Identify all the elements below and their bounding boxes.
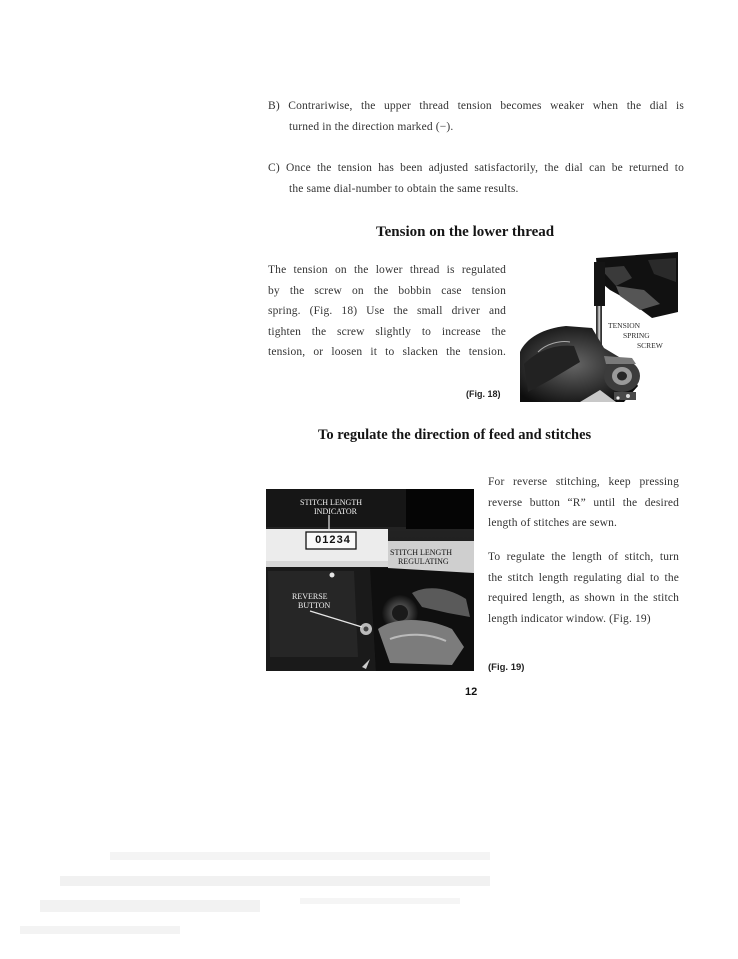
fig-19-caption: (Fig. 19) [488, 662, 525, 673]
lower-thread-line-4: tighten the screw slightly to increase the [268, 325, 506, 338]
section-heading-lower-thread: Tension on the lower thread [376, 224, 555, 240]
fig-19-label-regulator-1: STITCH LENGTH [390, 548, 452, 557]
item-b-line-2: turned in the direction marked (−). [289, 120, 454, 133]
fig-19-label-regulator-2: REGULATING [398, 557, 449, 566]
reverse-stitching-line-3: length of stitches are sewn. [488, 517, 618, 529]
stitch-length-line-1: To regulate the length of stitch, turn [488, 551, 679, 563]
lower-thread-paragraph [268, 260, 506, 363]
fig-19-label-indicator-2: INDICATOR [314, 507, 357, 516]
lower-thread-line-5: tension, or loosen it to slacken the tension. [268, 346, 506, 358]
reverse-stitching-line-1: For reverse stitching, keep pressing [488, 476, 679, 488]
item-c [268, 158, 684, 199]
fig-18-label-spring: SPRING [623, 331, 650, 340]
lower-thread-line-1: The tension on the lower thread is regulated [268, 264, 506, 276]
section-heading-feed-direction: To regulate the direction of feed and stitches [318, 427, 592, 443]
stitch-length-paragraph [488, 547, 679, 629]
item-c-line-1: C) Once the tension has been adjusted satisfactorily, the dial can be returned to [268, 162, 684, 174]
item-b-line-1: B) Contrariwise, the upper thread tension becomes weaker when the dial is [268, 100, 684, 112]
bobbin-case-illustration [520, 252, 682, 402]
fig-19-photo [266, 489, 474, 671]
fig-18-photo [520, 252, 682, 402]
page-number: 12 [465, 686, 478, 698]
lower-thread-line-3: spring. (Fig. 18) Use the small driver and [268, 305, 506, 317]
item-b [268, 96, 684, 137]
stitch-length-line-4: length indicator window. (Fig. 19) [488, 612, 651, 625]
fig-18-label-screw: SCREW [637, 341, 663, 350]
fig-19-label-reverse-1: REVERSE [292, 592, 328, 601]
stitch-length-indicator-digits: 0 1 2 3 4 [315, 534, 349, 546]
reverse-stitching-line-2: reverse button “R” until the desired [488, 496, 679, 509]
item-c-line-2: the same dial-number to obtain the same results. [289, 182, 519, 195]
fig-19-label-reverse-2: BUTTON [298, 601, 331, 610]
reverse-stitching-paragraph [488, 472, 679, 534]
stitch-length-line-3: required length, as shown in the stitch [488, 592, 679, 604]
scan-noise [0, 840, 738, 954]
fig-19-label-indicator-1: STITCH LENGTH [300, 498, 362, 507]
lower-thread-line-2: by the screw on the bobbin case tension [268, 284, 506, 297]
stitch-length-line-2: the stitch length regulating dial to the [488, 571, 679, 584]
fig-18-caption: (Fig. 18) [466, 389, 501, 399]
stitch-length-controls-illustration [266, 489, 474, 671]
fig-18-label-tension: TENSION [608, 321, 641, 330]
